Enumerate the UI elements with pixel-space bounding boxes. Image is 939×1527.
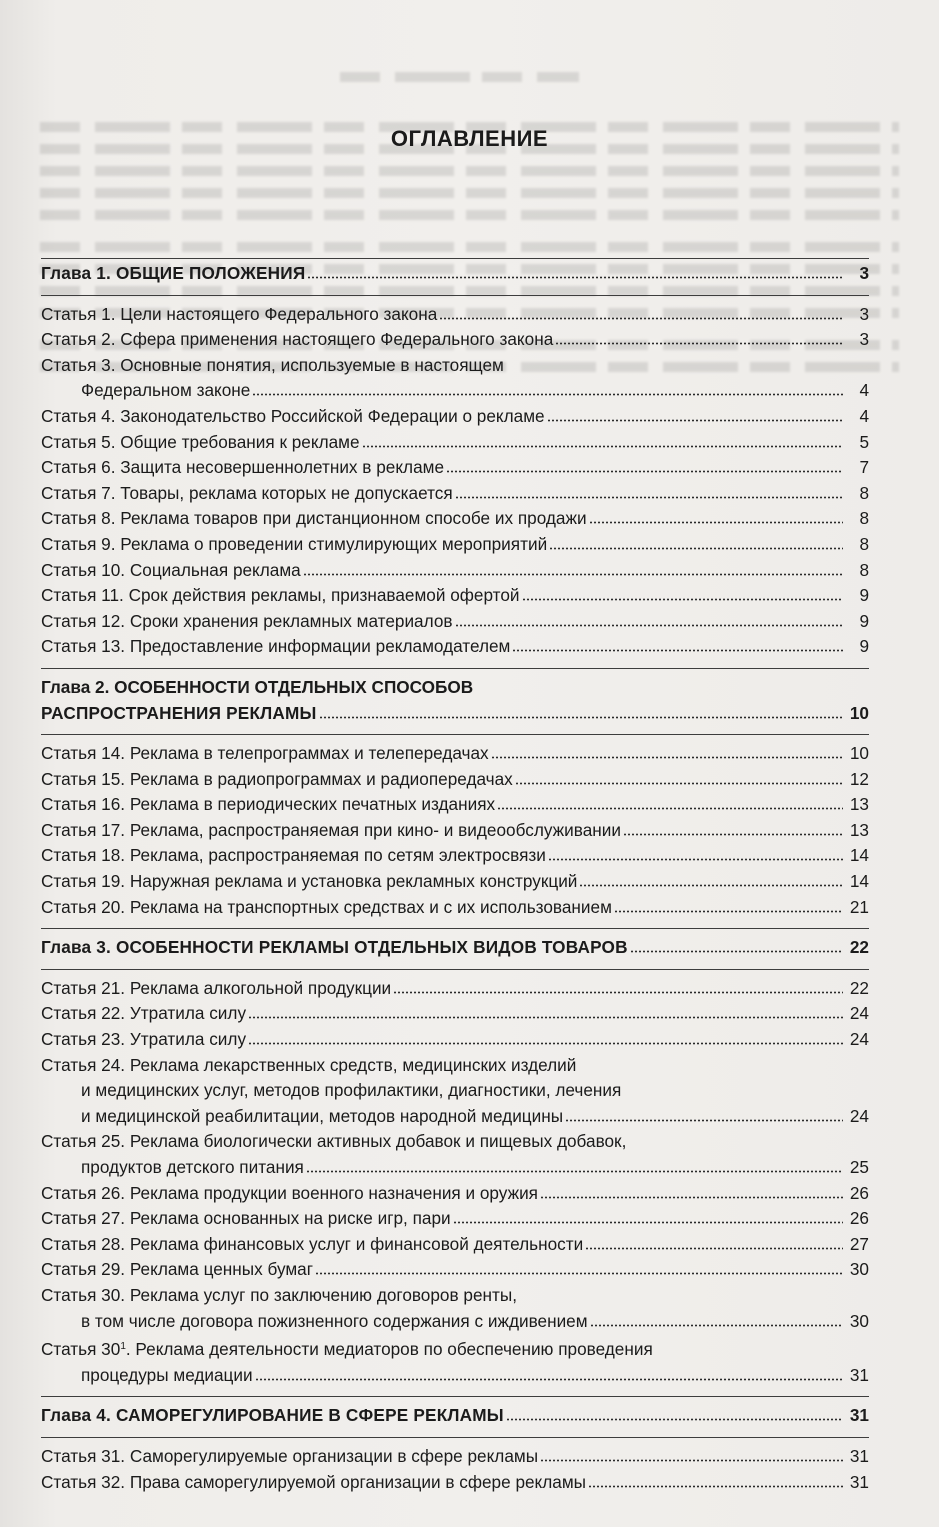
article-title-line: продуктов детского питания [81,1157,304,1177]
page-number: 13 [849,794,869,815]
article-23-entry[interactable] [41,1027,869,1053]
page-number: 12 [849,768,869,789]
article-title: Статья 11. Срок действия рекламы, признаваемой офертой [41,585,520,606]
page-number: 4 [859,405,869,426]
article-title-text: . Реклама деятельности медиаторов по обеспечению проведения [125,1339,653,1360]
dot-leader [306,1163,843,1173]
page-number: 27 [849,1233,869,1254]
article-title: Статья 18. Реклама, распространяемая по сетям электросвязи [41,845,546,866]
page-number: 26 [849,1182,869,1203]
article-title: Статья 1. Цели настоящего Федерального закона [41,303,438,324]
article-title: Статья 8. Реклама товаров при дистанционном способе их продажи [41,508,587,529]
page-number: 30 [849,1259,869,1280]
article-title-line: процедуры медиации [81,1364,253,1385]
dot-leader [491,749,843,759]
page-number: 30 [849,1310,869,1331]
page-number: 8 [859,508,869,529]
dot-leader [548,851,843,861]
article-title: Статья 22. Утратила силу [41,1003,247,1024]
chapter-title: Глава 3. ОСОБЕННОСТИ РЕКЛАМЫ ОТДЕЛЬНЫХ ВИДОВ ТОВАРОВ [41,937,628,958]
page-number: 24 [849,1003,869,1024]
page-number: 24 [849,1029,869,1050]
article-title: Статья 29. Реклама ценных бумаг [41,1259,313,1280]
page-number: 31 [849,1405,869,1426]
chapter-divider [41,295,869,296]
page-number: 5 [859,431,869,452]
table-of-contents [41,258,869,1495]
page-number: 31 [849,1364,869,1385]
article-title-line: и медицинской реабилитации, методов народной медицины [81,1105,564,1126]
dot-leader [497,800,843,810]
article-19-entry[interactable] [41,869,869,895]
dot-leader [453,1214,843,1224]
page-number: 13 [849,819,869,840]
chapter-4-entry[interactable] [41,1403,869,1429]
article-title: Статья 21. Реклама алкогольной продукции [41,977,392,998]
dot-leader [506,1411,843,1421]
article-title-line: Статья 25. Реклама биологически активных добавок и пищевых добавок, [41,1131,627,1152]
article-14-entry[interactable] [41,741,869,767]
page-number: 8 [859,533,869,554]
dot-leader [630,943,843,953]
dot-leader [540,1189,843,1199]
article-title: Статья 9. Реклама о проведении стимулирующих мероприятий [41,533,548,554]
dot-leader [248,1035,843,1045]
chapter-divider [41,734,869,735]
article-title: Статья 26. Реклама продукции военного назначения и оружия [41,1182,538,1203]
article-title: Статья 13. Предоставление информации рекламодателем [41,636,511,657]
page-number: 14 [849,871,869,892]
article-title: Статья 20. Реклама на транспортных средствах и с их использованием [41,896,612,917]
dot-leader [588,1478,843,1488]
dot-leader [393,984,843,994]
article-4-entry[interactable] [41,404,869,430]
dot-leader [522,591,844,601]
page-number: 22 [849,977,869,998]
article-title-line: и медицинских услуг, методов профилактики, диагностики, лечения [81,1080,622,1101]
article-21-entry[interactable] [41,976,869,1002]
page-number: 31 [849,1445,869,1466]
article-2-entry[interactable] [41,327,869,353]
article-25-entry[interactable] [41,1129,869,1180]
dot-leader [512,642,843,652]
page-number: 9 [859,610,869,631]
page-number: 10 [849,743,869,764]
page-number: 22 [849,937,869,958]
article-title: Статья 23. Утратила силу [41,1029,247,1050]
dot-leader [579,877,843,887]
dot-leader [585,1240,843,1250]
dot-leader [555,335,843,345]
dot-leader [307,269,843,279]
dot-leader [315,1265,843,1275]
article-13-entry[interactable] [41,634,869,660]
dot-leader [446,463,843,473]
dot-leader [614,903,843,913]
article-17-entry[interactable] [41,818,869,844]
article-11-entry[interactable] [41,583,869,609]
page-number: 25 [849,1157,869,1177]
dot-leader [439,310,843,320]
chapter-2-entry[interactable] [41,675,869,726]
article-title: Статья 12. Сроки хранения рекламных материалов [41,610,453,631]
article-title-line: Федеральном законе [81,380,251,401]
chapter-title-line: Глава 2. ОСОБЕННОСТИ ОТДЕЛЬНЫХ СПОСОБОВ [41,676,474,697]
chapter-divider [41,969,869,970]
page-number: 8 [859,482,869,503]
article-title-line: Статья 24. Реклама лекарственных средств, медицинских изделий [41,1054,577,1075]
article-8-entry[interactable] [41,506,869,532]
dot-leader [248,1009,843,1019]
page-number: 26 [849,1208,869,1229]
article-title: Статья 15. Реклама в радиопрограммах и радиопередачах [41,768,513,789]
page-number: 10 [849,702,869,723]
article-6-entry[interactable] [41,455,869,481]
chapter-divider [41,1437,869,1438]
article-title: Статья 7. Товары, реклама которых не допускается [41,482,453,503]
dot-leader [455,489,843,499]
chapter-divider [41,928,869,929]
page-number: 3 [859,263,869,283]
article-title-line: в том числе договора пожизненного содержания с иждивением [81,1310,588,1331]
dot-leader [515,775,843,785]
article-24-entry[interactable] [41,1053,869,1130]
article-number: Статья 30 [41,1339,121,1360]
dot-leader [549,540,843,550]
article-title: Статья 14. Реклама в телепрограммах и телепередачах [41,743,489,764]
article-title: Статья 2. Сфера применения настоящего Федерального закона [41,329,554,350]
dot-leader [589,514,843,524]
article-1-entry[interactable] [41,302,869,328]
page-number: 3 [859,303,869,324]
article-16-entry[interactable] [41,792,869,818]
article-31-entry[interactable] [41,1444,869,1470]
article-title-line: Статья 3. Основные понятия, используемые в настоящем [41,354,504,375]
dot-leader [565,1112,843,1122]
article-12-entry[interactable] [41,609,869,635]
article-title: Статья 16. Реклама в периодических печатных изданиях [41,794,496,815]
article-18-entry[interactable] [41,843,869,869]
top-rule [41,258,869,259]
page-number: 24 [849,1105,869,1126]
chapter-1-entry[interactable] [41,261,869,287]
chapter-title: Глава 1. ОБЩИЕ ПОЛОЖЕНИЯ [41,263,306,283]
article-title: Статья 32. Права саморегулируемой организации в сфере рекламы [41,1471,587,1492]
page-number: 9 [859,585,869,606]
article-title: Статья 27. Реклама основанных на риске игр, пари [41,1208,451,1229]
article-10-entry[interactable] [41,558,869,584]
article-28-entry[interactable] [41,1232,869,1258]
article-5-entry[interactable] [41,430,869,456]
article-26-entry[interactable] [41,1181,869,1207]
article-32-entry[interactable] [41,1470,869,1496]
chapter-3-entry[interactable] [41,935,869,961]
dot-leader [455,617,843,627]
page-number: 8 [859,559,869,580]
chapter-divider [41,1396,869,1397]
article-title: Статья 17. Реклама, распространяемая при кино- и видеообслуживании [41,819,621,840]
article-title: Статья 31. Саморегулируемые организации в сфере рекламы [41,1445,539,1466]
page-title: ОГЛАВЛЕНИЕ [390,126,549,151]
dot-leader [255,1371,843,1381]
dot-leader [303,566,843,576]
page-number: 21 [849,896,869,917]
chapter-title-line: РАСПРОСТРАНЕНИЯ РЕКЛАМЫ [41,702,317,723]
page-number: 14 [849,845,869,866]
article-9-entry[interactable] [41,532,869,558]
article-22-entry[interactable] [41,1001,869,1027]
dot-leader [623,826,843,836]
article-title: Статья 6. Защита несовершеннолетних в рекламе [41,457,444,478]
article-title: Статья 10. Социальная реклама [41,559,301,580]
article-3-entry[interactable] [41,353,869,404]
dot-leader [252,386,843,396]
article-title: Статья 28. Реклама финансовых услуг и финансовой деятельности [41,1233,584,1254]
article-29-entry[interactable] [41,1257,869,1283]
article-title-line: Статья 30. Реклама услуг по заключению договоров ренты, [41,1284,518,1305]
page-number: 7 [859,457,869,478]
page-number: 3 [859,329,869,350]
article-title: Статья 5. Общие требования к рекламе [41,431,360,452]
article-title: Статья 19. Наружная реклама и установка рекламных конструкций [41,871,578,892]
article-7-entry[interactable] [41,481,869,507]
article-15-entry[interactable] [41,767,869,793]
page-number: 4 [859,380,869,401]
dot-leader [319,709,843,719]
page-number: 9 [859,636,869,657]
dot-leader [590,1317,843,1327]
chapter-title: Глава 4. САМОРЕГУЛИРОВАНИЕ В СФЕРЕ РЕКЛАМЫ [41,1405,504,1426]
page-number: 31 [849,1471,869,1492]
article-30-entry[interactable] [41,1283,869,1334]
superscript: 1 [120,1341,126,1353]
dot-leader [547,412,843,422]
article-title-line [41,1334,869,1363]
dot-leader [540,1452,843,1462]
article-30-1-entry[interactable] [41,1334,869,1388]
article-20-entry[interactable] [41,895,869,921]
article-title: Статья 4. Законодательство Российской Федерации о рекламе [41,405,545,426]
chapter-divider [41,668,869,669]
dot-leader [362,438,843,448]
article-27-entry[interactable] [41,1206,869,1232]
